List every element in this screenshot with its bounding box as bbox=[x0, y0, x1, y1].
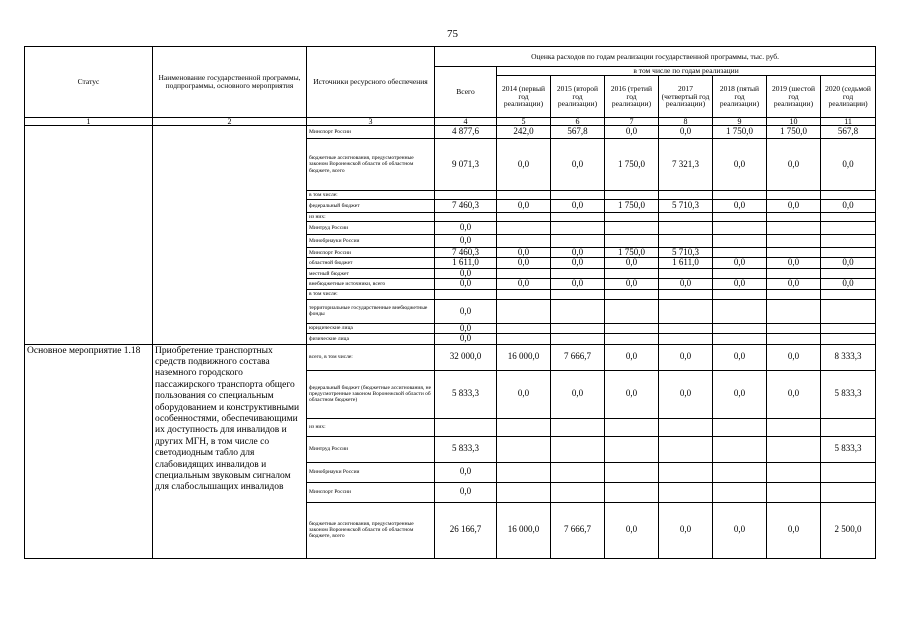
year-value-cell bbox=[767, 268, 821, 278]
year-value-cell bbox=[497, 235, 551, 248]
year-value-cell: 242,0 bbox=[497, 126, 551, 139]
year-value-cell: 1 611,0 bbox=[659, 258, 713, 268]
total-cell bbox=[435, 191, 497, 200]
year-value-cell: 7 666,7 bbox=[551, 502, 605, 558]
year-value-cell bbox=[605, 436, 659, 462]
year-value-cell bbox=[767, 191, 821, 200]
header-year: 2014 (первый год реализации) bbox=[497, 76, 551, 118]
header-year: 2018 (пятый год реализации) bbox=[713, 76, 767, 118]
year-value-cell bbox=[713, 323, 767, 333]
year-value-cell: 0,0 bbox=[821, 139, 876, 191]
column-number: 1 bbox=[25, 118, 153, 126]
year-value-cell: 1 750,0 bbox=[605, 248, 659, 258]
status-cell-empty bbox=[25, 126, 153, 345]
column-number: 8 bbox=[659, 118, 713, 126]
year-value-cell bbox=[767, 235, 821, 248]
source-cell: из них: bbox=[307, 418, 435, 436]
year-value-cell: 8 333,3 bbox=[821, 344, 876, 370]
source-cell: всего, в том числе: bbox=[307, 344, 435, 370]
year-value-cell bbox=[605, 235, 659, 248]
column-number: 4 bbox=[435, 118, 497, 126]
year-value-cell bbox=[713, 462, 767, 482]
year-value-cell: 0,0 bbox=[767, 502, 821, 558]
year-value-cell: 0,0 bbox=[767, 200, 821, 213]
year-value-cell bbox=[713, 191, 767, 200]
year-value-cell bbox=[605, 299, 659, 323]
year-value-cell bbox=[551, 235, 605, 248]
year-value-cell: 0,0 bbox=[497, 370, 551, 418]
year-value-cell bbox=[551, 462, 605, 482]
year-value-cell: 0,0 bbox=[551, 258, 605, 268]
year-value-cell bbox=[767, 323, 821, 333]
total-cell: 5 833,3 bbox=[435, 436, 497, 462]
year-value-cell bbox=[605, 462, 659, 482]
year-value-cell bbox=[713, 334, 767, 344]
measure-name: Приобретение транспортных средств подвижного состава наземного городского пассажирского транспорта общего пользования со специальным оборудованием и конструктивными особенностями, обеспечивающими их доступность для инвалидов и других МГН, в том числе со светодиодным табло для слабовидящих инвалидов и специальным звуковым сигналом для слабослышащих инвалидов bbox=[153, 344, 307, 558]
year-value-cell: 0,0 bbox=[497, 139, 551, 191]
year-value-cell: 0,0 bbox=[659, 344, 713, 370]
source-cell: юридические лица bbox=[307, 323, 435, 333]
year-value-cell: 0,0 bbox=[713, 502, 767, 558]
year-value-cell bbox=[767, 248, 821, 258]
total-cell: 1 611,0 bbox=[435, 258, 497, 268]
year-value-cell bbox=[497, 289, 551, 299]
source-cell: физические лица bbox=[307, 334, 435, 344]
source-cell: Минтруд России bbox=[307, 436, 435, 462]
year-value-cell bbox=[821, 268, 876, 278]
year-value-cell: 0,0 bbox=[713, 370, 767, 418]
year-value-cell bbox=[551, 289, 605, 299]
year-value-cell bbox=[659, 222, 713, 235]
source-cell: в том числе: bbox=[307, 289, 435, 299]
total-cell: 0,0 bbox=[435, 222, 497, 235]
year-value-cell: 0,0 bbox=[551, 248, 605, 258]
year-value-cell bbox=[605, 289, 659, 299]
year-value-cell: 0,0 bbox=[605, 344, 659, 370]
year-value-cell bbox=[605, 268, 659, 278]
year-value-cell bbox=[713, 213, 767, 222]
column-number: 10 bbox=[767, 118, 821, 126]
year-value-cell bbox=[605, 191, 659, 200]
year-value-cell bbox=[551, 482, 605, 502]
year-value-cell bbox=[713, 289, 767, 299]
source-cell: Минтруд России bbox=[307, 222, 435, 235]
source-cell: бюджетные ассигнования, предусмотренные законом Воронежской области об областном бюджете, всего bbox=[307, 139, 435, 191]
year-value-cell bbox=[713, 222, 767, 235]
total-cell bbox=[435, 289, 497, 299]
year-value-cell bbox=[767, 334, 821, 344]
total-cell: 0,0 bbox=[435, 334, 497, 344]
year-value-cell: 0,0 bbox=[605, 258, 659, 268]
year-value-cell bbox=[821, 323, 876, 333]
year-value-cell: 5 833,3 bbox=[821, 370, 876, 418]
year-value-cell: 1 750,0 bbox=[605, 200, 659, 213]
source-cell: в том числе: bbox=[307, 191, 435, 200]
year-value-cell: 0,0 bbox=[659, 279, 713, 289]
column-number: 5 bbox=[497, 118, 551, 126]
year-value-cell: 1 750,0 bbox=[605, 139, 659, 191]
year-value-cell bbox=[821, 334, 876, 344]
year-value-cell: 567,8 bbox=[551, 126, 605, 139]
year-value-cell: 0,0 bbox=[713, 200, 767, 213]
year-value-cell: 0,0 bbox=[497, 279, 551, 289]
source-cell: Минспорт России bbox=[307, 482, 435, 502]
total-cell bbox=[435, 213, 497, 222]
year-value-cell: 7 321,3 bbox=[659, 139, 713, 191]
year-value-cell bbox=[605, 323, 659, 333]
year-value-cell: 0,0 bbox=[767, 258, 821, 268]
total-cell: 0,0 bbox=[435, 323, 497, 333]
year-value-cell bbox=[659, 213, 713, 222]
header-by-years: в том числе по годам реализации bbox=[497, 67, 876, 76]
year-value-cell bbox=[821, 248, 876, 258]
year-value-cell bbox=[497, 482, 551, 502]
year-value-cell bbox=[497, 436, 551, 462]
year-value-cell bbox=[551, 436, 605, 462]
year-value-cell bbox=[497, 222, 551, 235]
year-value-cell bbox=[497, 268, 551, 278]
year-value-cell bbox=[821, 235, 876, 248]
year-value-cell bbox=[767, 289, 821, 299]
total-cell: 0,0 bbox=[435, 268, 497, 278]
year-value-cell bbox=[713, 418, 767, 436]
year-value-cell bbox=[767, 213, 821, 222]
year-value-cell: 0,0 bbox=[605, 502, 659, 558]
year-value-cell bbox=[659, 436, 713, 462]
year-value-cell bbox=[497, 299, 551, 323]
year-value-cell bbox=[551, 213, 605, 222]
year-value-cell bbox=[767, 436, 821, 462]
header-name: Наименование государственной программы, подпрограммы, основного мероприятия bbox=[153, 47, 307, 118]
header-total: Всего bbox=[435, 67, 497, 118]
measure-status: Основное мероприятие 1.18 bbox=[25, 344, 153, 558]
table-row bbox=[25, 126, 876, 139]
year-value-cell bbox=[821, 222, 876, 235]
year-value-cell: 0,0 bbox=[821, 258, 876, 268]
year-value-cell bbox=[497, 191, 551, 200]
year-value-cell bbox=[659, 334, 713, 344]
table-row bbox=[25, 344, 876, 370]
year-value-cell bbox=[497, 418, 551, 436]
total-cell: 5 833,3 bbox=[435, 370, 497, 418]
source-cell: областной бюджет bbox=[307, 258, 435, 268]
year-value-cell bbox=[821, 418, 876, 436]
year-value-cell: 0,0 bbox=[497, 258, 551, 268]
total-cell: 0,0 bbox=[435, 299, 497, 323]
header-estimate: Оценка расходов по годам реализации государственной программы, тыс. руб. bbox=[435, 47, 876, 67]
year-value-cell bbox=[767, 299, 821, 323]
year-value-cell bbox=[605, 222, 659, 235]
year-value-cell: 567,8 bbox=[821, 126, 876, 139]
total-cell bbox=[435, 418, 497, 436]
year-value-cell bbox=[551, 299, 605, 323]
total-cell: 7 460,3 bbox=[435, 248, 497, 258]
header-year: 2019 (шестой год реализации) bbox=[767, 76, 821, 118]
year-value-cell bbox=[713, 436, 767, 462]
year-value-cell bbox=[659, 289, 713, 299]
source-cell: Минспорт России bbox=[307, 126, 435, 139]
year-value-cell bbox=[767, 418, 821, 436]
year-value-cell bbox=[551, 334, 605, 344]
year-value-cell bbox=[767, 462, 821, 482]
total-cell: 0,0 bbox=[435, 482, 497, 502]
source-cell: федеральный бюджет bbox=[307, 200, 435, 213]
year-value-cell bbox=[497, 462, 551, 482]
year-value-cell bbox=[821, 213, 876, 222]
year-value-cell: 1 750,0 bbox=[767, 126, 821, 139]
column-number: 9 bbox=[713, 118, 767, 126]
year-value-cell bbox=[497, 213, 551, 222]
column-number: 11 bbox=[821, 118, 876, 126]
year-value-cell bbox=[497, 323, 551, 333]
total-cell: 32 000,0 bbox=[435, 344, 497, 370]
year-value-cell bbox=[551, 191, 605, 200]
year-value-cell: 0,0 bbox=[605, 370, 659, 418]
year-value-cell bbox=[821, 191, 876, 200]
year-value-cell: 0,0 bbox=[659, 126, 713, 139]
total-cell: 4 877,6 bbox=[435, 126, 497, 139]
year-value-cell bbox=[713, 235, 767, 248]
column-number: 2 bbox=[153, 118, 307, 126]
year-value-cell: 0,0 bbox=[605, 126, 659, 139]
year-value-cell: 16 000,0 bbox=[497, 344, 551, 370]
year-value-cell bbox=[821, 299, 876, 323]
header-year: 2015 (второй год реализации) bbox=[551, 76, 605, 118]
total-cell: 0,0 bbox=[435, 235, 497, 248]
total-cell: 0,0 bbox=[435, 462, 497, 482]
year-value-cell: 16 000,0 bbox=[497, 502, 551, 558]
year-value-cell bbox=[605, 213, 659, 222]
year-value-cell: 5 710,3 bbox=[659, 200, 713, 213]
year-value-cell: 0,0 bbox=[713, 344, 767, 370]
year-value-cell bbox=[605, 418, 659, 436]
year-value-cell bbox=[821, 289, 876, 299]
page-number: 75 bbox=[447, 28, 458, 40]
year-value-cell bbox=[713, 482, 767, 502]
year-value-cell: 0,0 bbox=[659, 502, 713, 558]
total-cell: 9 071,3 bbox=[435, 139, 497, 191]
year-value-cell: 0,0 bbox=[497, 248, 551, 258]
year-value-cell: 0,0 bbox=[551, 200, 605, 213]
source-cell: федеральный бюджет (бюджетные ассигнования, не предусмотренные законом Воронежской области об областном бюджете) bbox=[307, 370, 435, 418]
year-value-cell bbox=[659, 323, 713, 333]
year-value-cell: 0,0 bbox=[551, 370, 605, 418]
year-value-cell bbox=[821, 462, 876, 482]
year-value-cell: 5 710,3 bbox=[659, 248, 713, 258]
year-value-cell bbox=[605, 334, 659, 344]
year-value-cell: 0,0 bbox=[713, 139, 767, 191]
header-status: Статус bbox=[25, 47, 153, 118]
year-value-cell: 0,0 bbox=[713, 279, 767, 289]
source-cell: местный бюджет bbox=[307, 268, 435, 278]
header-year: 2017 (четвертый год реализации) bbox=[659, 76, 713, 118]
total-cell: 0,0 bbox=[435, 279, 497, 289]
year-value-cell: 1 750,0 bbox=[713, 126, 767, 139]
year-value-cell bbox=[659, 418, 713, 436]
source-cell: Минобрнауки России bbox=[307, 235, 435, 248]
year-value-cell: 0,0 bbox=[767, 139, 821, 191]
year-value-cell bbox=[605, 482, 659, 502]
year-value-cell: 5 833,3 bbox=[821, 436, 876, 462]
year-value-cell bbox=[551, 268, 605, 278]
header-year: 2016 (третий год реализации) bbox=[605, 76, 659, 118]
year-value-cell: 0,0 bbox=[713, 258, 767, 268]
year-value-cell bbox=[767, 222, 821, 235]
year-value-cell: 2 500,0 bbox=[821, 502, 876, 558]
year-value-cell: 0,0 bbox=[551, 139, 605, 191]
year-value-cell bbox=[551, 323, 605, 333]
source-cell: Минспорт России bbox=[307, 248, 435, 258]
source-cell: Минобрнауки России bbox=[307, 462, 435, 482]
year-value-cell: 0,0 bbox=[497, 200, 551, 213]
year-value-cell bbox=[659, 191, 713, 200]
total-cell: 26 166,7 bbox=[435, 502, 497, 558]
year-value-cell: 0,0 bbox=[821, 200, 876, 213]
budget-table bbox=[24, 46, 876, 559]
year-value-cell: 0,0 bbox=[659, 370, 713, 418]
year-value-cell bbox=[659, 268, 713, 278]
year-value-cell: 0,0 bbox=[821, 279, 876, 289]
year-value-cell: 0,0 bbox=[551, 279, 605, 289]
column-number: 3 bbox=[307, 118, 435, 126]
year-value-cell: 7 666,7 bbox=[551, 344, 605, 370]
year-value-cell: 0,0 bbox=[767, 279, 821, 289]
total-cell: 7 460,3 bbox=[435, 200, 497, 213]
year-value-cell: 0,0 bbox=[605, 279, 659, 289]
year-value-cell bbox=[659, 482, 713, 502]
year-value-cell bbox=[659, 235, 713, 248]
year-value-cell bbox=[659, 299, 713, 323]
year-value-cell bbox=[713, 248, 767, 258]
year-value-cell bbox=[713, 299, 767, 323]
year-value-cell: 0,0 bbox=[767, 370, 821, 418]
header-sources: Источники ресурсного обеспечения bbox=[307, 47, 435, 118]
year-value-cell bbox=[497, 334, 551, 344]
column-number: 6 bbox=[551, 118, 605, 126]
name-cell-empty bbox=[153, 126, 307, 345]
year-value-cell bbox=[551, 418, 605, 436]
year-value-cell bbox=[551, 222, 605, 235]
source-cell: из них: bbox=[307, 213, 435, 222]
header-year: 2020 (седьмой год реализации) bbox=[821, 76, 876, 118]
source-cell: территориальные государственные внебюджетные фонды bbox=[307, 299, 435, 323]
year-value-cell bbox=[713, 268, 767, 278]
source-cell: бюджетные ассигнования, предусмотренные законом Воронежской области об областном бюджете, всего bbox=[307, 502, 435, 558]
year-value-cell: 0,0 bbox=[767, 344, 821, 370]
year-value-cell bbox=[821, 482, 876, 502]
year-value-cell bbox=[659, 462, 713, 482]
column-number: 7 bbox=[605, 118, 659, 126]
source-cell: внебюджетные источники, всего bbox=[307, 279, 435, 289]
year-value-cell bbox=[767, 482, 821, 502]
